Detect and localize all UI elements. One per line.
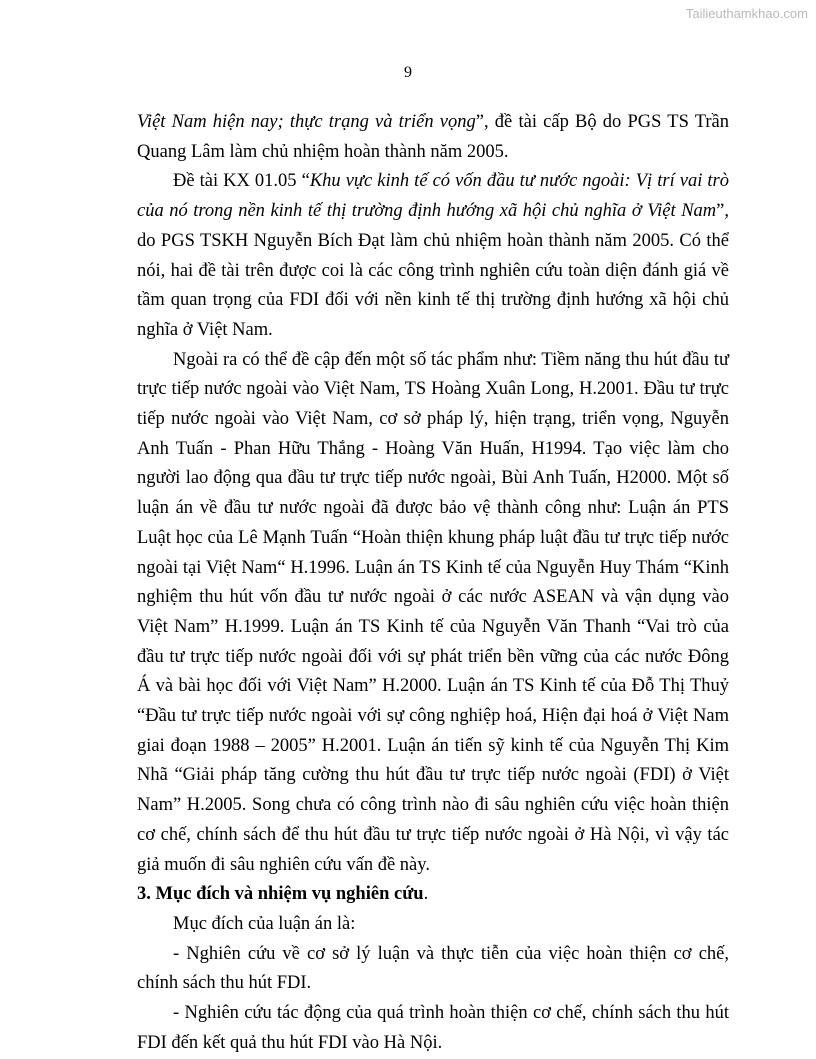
section-3-item-2: - Nghiên cứu tác động của quá trình hoàn thiện cơ chế, chính sách thu hút FDI đến kết quả thu hút FDI vào Hà Nội. xyxy=(137,1003,729,1053)
paragraph-2-lead: Đề tài KX 01.05 “ xyxy=(173,171,310,192)
document-body xyxy=(137,108,729,1059)
paragraph-1-italic-title: Việt Nam hiện nay; thực trạng và triển vọng xyxy=(137,112,476,132)
paragraph-1-text: ”, đề tài cấp Bộ do PGS TS Trần Quang Lâm làm chủ nhiệm hoàn thành năm 2005. xyxy=(137,112,730,162)
section-3-heading-period: . xyxy=(423,884,429,905)
paragraph-3: Ngoài ra có thể đề cập đến một số tác phẩm như: Tiềm năng thu hút đầu tư trực tiếp nước ngoài vào Việt Nam, TS Hoàng Xuân Long, H.2001. Đầu tư trực tiếp nước ngoài vào Việt Nam, cơ sở pháp lý, hiện trạng, triển vọng, Nguyễn Anh Tuấn - Phan Hữu Thắng - Hoàng Văn Huấn, H1994. Tạo việc làm cho người lao động qua đầu tư trực tiếp nước ngoài, Bùi Anh Tuấn, H2000. Một số luận án về đầu tư nước ngoài đã được bảo vệ thành công như: Luận án PTS Luật học của Lê Mạnh Tuấn “Hoàn thiện khung pháp luật đầu tư trực tiếp nước ngoài tại Việt Nam“ H.1996. Luận án TS Kinh tế của Nguyễn Huy Thám “Kinh nghiệm thu hút vốn đầu tư nước ngoài ở các nước ASEAN và vận dụng vào Việt Nam” H.1999. Luận án TS Kinh tế của Nguyễn Văn Thanh “Vai trò của đầu tư trực tiếp nước ngoài đối với sự phát triển bền vững của các nước Đông Á và bài học đối với Việt Nam” H.2000. Luận án TS Kinh tế của Đỗ Thị Thuỷ “Đầu tư trực tiếp nước ngoài với sự công nghiệp hoá, Hiện đại hoá ở Việt Nam giai đoạn 1988 – 2005” H.2001. Luận án tiến sỹ kinh tế của Nguyễn Thị Kim Nhã “Giải pháp tăng cường thu hút đầu tư trực tiếp nước ngoài (FDI) ở Việt Nam” H.2005. Song chưa có công trình nào đi sâu nghiên cứu việc hoàn thiện cơ chế, chính sách để thu hút đầu tư trực tiếp nước ngoài ở Hà Nội, vì vậy tác giả muốn đi sâu nghiên cứu vấn đề này. xyxy=(137,349,729,875)
section-3-intro: Mục đích của luận án là: xyxy=(173,913,356,934)
paragraph-2-italic-title: Khu vực kinh tế có vốn đầu tư nước ngoài: Vị trí vai trò của nó trong nền kinh tế thị trường định hướng xã hội chủ nghĩa ở Việt Nam xyxy=(137,171,730,222)
paragraph-2 xyxy=(137,167,729,345)
paragraph-2-text: ”, do PGS TSKH Nguyễn Bích Đạt làm chủ nhiệm hoàn thành năm 2005. Có thể nói, hai đề tài trên được coi là các công trình nghiên cứu toàn diện đánh giá về tầm quan trọng của FDI đối với nền kinh tế thị trường định hướng xã hội chủ nghĩa ở Việt Nam. xyxy=(137,201,729,340)
page-number: 9 xyxy=(404,64,412,81)
section-3-heading-text: 3. Mục đích và nhiệm vụ nghiên cứu xyxy=(137,884,424,905)
paragraph-1 xyxy=(137,108,729,167)
section-3-heading xyxy=(137,880,729,910)
section-3-item-1: - Nghiên cứu về cơ sở lý luận và thực tiễn của việc hoàn thiện cơ chế, chính sách thu hút FDI. xyxy=(137,943,729,994)
watermark-text: Tailieuthamkhao.com xyxy=(685,6,808,21)
